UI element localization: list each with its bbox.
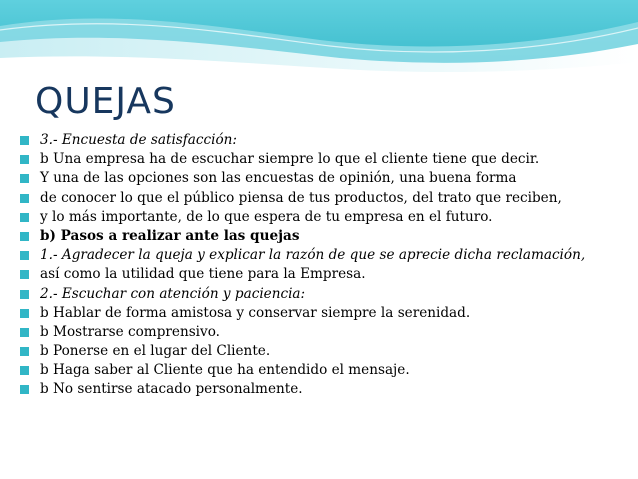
square-bullet-icon — [20, 290, 29, 299]
square-bullet-icon — [20, 366, 29, 375]
list-item — [20, 246, 620, 265]
square-bullet-icon — [20, 194, 29, 203]
square-bullet-icon — [20, 174, 29, 183]
list-item — [20, 361, 620, 380]
square-bullet-icon — [20, 136, 29, 145]
list-item — [20, 169, 620, 188]
list-item-text: b No sentirse atacado personalmente. — [40, 381, 303, 398]
list-item — [20, 208, 620, 227]
list-item-text: b Hablar de forma amistosa y conservar siempre la serenidad. — [40, 304, 471, 321]
list-item — [20, 285, 620, 304]
square-bullet-icon — [20, 213, 29, 222]
list-item-text: b Haga saber al Cliente que ha entendido el mensaje. — [40, 362, 410, 379]
slide-title: QUEJAS — [35, 81, 176, 122]
list-item-text: Y una de las opciones son las encuestas de opinión, una buena forma — [40, 170, 517, 187]
square-bullet-icon — [20, 155, 29, 164]
list-item-text: b Ponerse en el lugar del Cliente. — [40, 343, 271, 360]
list-item-text: 1.- Agradecer la queja y explicar la razón de que se aprecie dicha reclamación, — [40, 247, 586, 264]
list-item — [20, 265, 620, 284]
square-bullet-icon — [20, 385, 29, 394]
list-item — [20, 342, 620, 361]
square-bullet-icon — [20, 232, 29, 241]
list-item-text: b) Pasos a realizar ante las quejas — [40, 227, 300, 244]
list-item — [20, 323, 620, 342]
square-bullet-icon — [20, 251, 29, 260]
list-item — [20, 150, 620, 169]
list-item-text: b Una empresa ha de escuchar siempre lo que el cliente tiene que decir. — [40, 151, 540, 168]
list-item-text: 2.- Escuchar con atención y paciencia: — [40, 285, 306, 302]
square-bullet-icon — [20, 328, 29, 337]
list-item — [20, 304, 620, 323]
bullet-list — [20, 131, 620, 400]
list-item-text: así como la utilidad que tiene para la Empresa. — [40, 266, 366, 283]
list-item — [20, 227, 620, 246]
list-item — [20, 131, 620, 150]
list-item-text: de conocer lo que el público piensa de tus productos, del trato que reciben, — [40, 189, 562, 206]
header-wave-band — [0, 0, 638, 76]
square-bullet-icon — [20, 347, 29, 356]
list-item-text: b Mostrarse comprensivo. — [40, 323, 220, 340]
square-bullet-icon — [20, 270, 29, 279]
list-item — [20, 189, 620, 208]
list-item-text: y lo más importante, de lo que espera de tu empresa en el futuro. — [40, 208, 493, 225]
square-bullet-icon — [20, 309, 29, 318]
wave-decoration — [0, 0, 638, 76]
list-item — [20, 380, 620, 399]
list-item-text: 3.- Encuesta de satisfacción: — [40, 132, 238, 148]
